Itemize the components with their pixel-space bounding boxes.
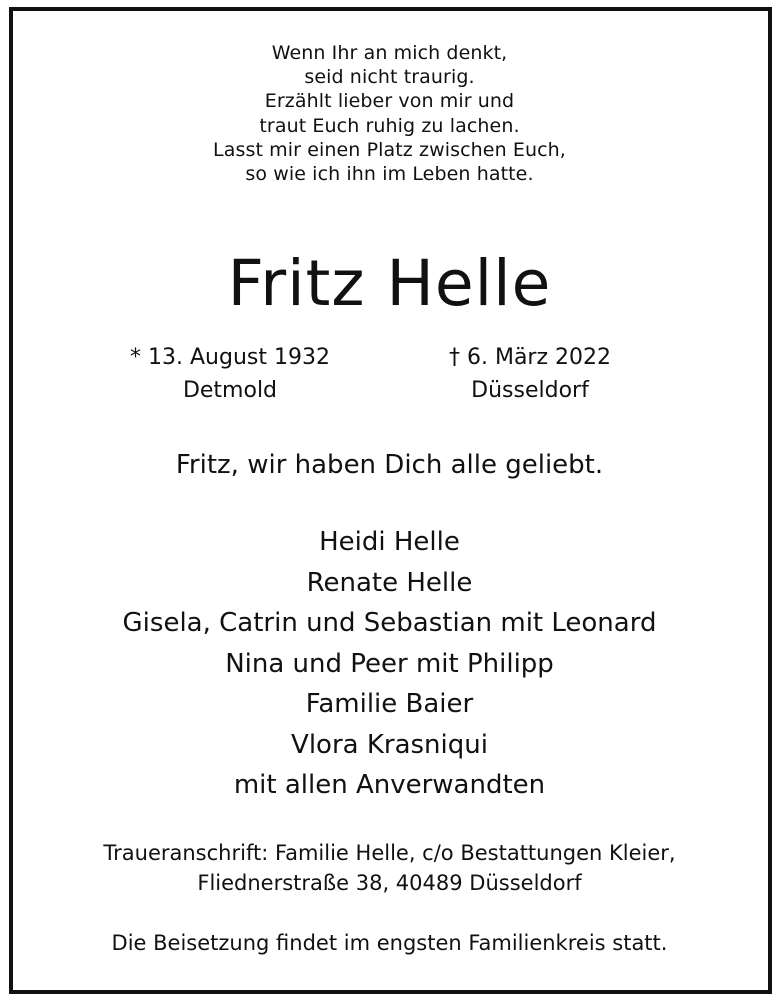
- poem-line: seid nicht traurig.: [304, 66, 475, 89]
- death-date: † 6. März 2022: [448, 345, 611, 370]
- mourner: Nina und Peer mit Philipp: [225, 648, 554, 679]
- mourning-address: [0, 838, 779, 898]
- death-info: [400, 341, 660, 407]
- poem-line: Lasst mir einen Platz zwischen Euch,: [213, 138, 566, 161]
- mourner: Gisela, Catrin und Sebastian mit Leonard: [122, 608, 657, 638]
- mourner: Familie Baier: [305, 689, 474, 719]
- mourner: Heidi Helle: [319, 527, 460, 557]
- deceased-name: Fritz Helle: [227, 247, 552, 320]
- mourner: Vlora Krasniqui: [291, 729, 488, 760]
- birth-date: * 13. August 1932: [130, 345, 330, 370]
- poem: [0, 41, 779, 186]
- poem-line: Wenn Ihr an mich denkt,: [271, 42, 508, 64]
- poem-line: so wie ich ihn im Leben hatte.: [245, 163, 534, 186]
- birth-place: Detmold: [182, 378, 278, 403]
- poem-line: Erzählt lieber von mir und: [264, 90, 515, 113]
- mourner: mit allen Anverwandten: [233, 770, 546, 800]
- poem-line: traut Euch ruhig zu lachen.: [259, 114, 520, 137]
- address-line: Fliednerstraße 38, 40489 Düsseldorf: [197, 871, 582, 895]
- mourners-list: [0, 522, 779, 806]
- mourner: Renate Helle: [306, 567, 473, 598]
- birth-info: [100, 341, 360, 407]
- address-line: Traueranschrift: Familie Helle, c/o Bestattungen Kleier,: [103, 841, 676, 865]
- tribute-line: Fritz, wir haben Dich alle geliebt.: [175, 450, 604, 480]
- funeral-note: Die Beisetzung findet im engsten Familienkreis statt.: [111, 931, 668, 955]
- death-place: Düsseldorf: [471, 378, 589, 403]
